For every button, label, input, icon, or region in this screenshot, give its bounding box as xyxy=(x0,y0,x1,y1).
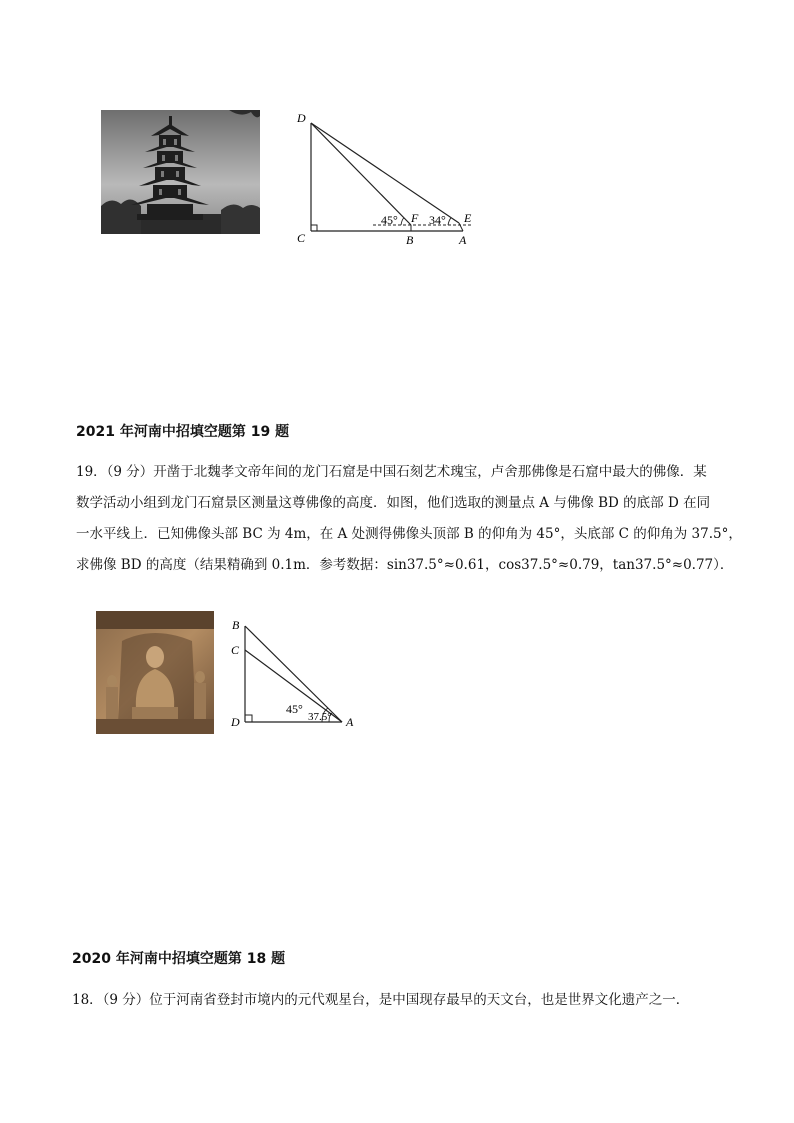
label-C: C xyxy=(297,231,306,245)
problem-19-line-1: 19．（9 分）开凿于北魏孝文帝年间的龙门石窟是中国石刻艺术瑰宝，卢舍那佛像是石窟中最大的佛像．某 xyxy=(76,464,707,480)
label-B: B xyxy=(232,618,240,632)
label-D: D xyxy=(231,715,240,729)
label-E: E xyxy=(464,211,472,225)
line-EA xyxy=(459,223,463,231)
angle-label-37-5: 37.5° xyxy=(308,711,332,723)
section-2021-heading: 2021 年河南中招填空题第 19 题 xyxy=(76,424,290,440)
right-angle-mark xyxy=(311,225,317,231)
label-A: A xyxy=(346,715,354,729)
label-F: F xyxy=(411,211,419,225)
label-B: B xyxy=(406,233,414,245)
angle-label-45: 45° xyxy=(286,702,303,716)
angle-arc-45 xyxy=(401,218,404,225)
problem-19-text xyxy=(76,457,756,581)
label-A: A xyxy=(459,233,467,245)
figure2-triangle xyxy=(226,612,366,732)
problem-19-line-3: 一水平线上．已知佛像头部 BC 为 4m，在 A 处测得佛像头顶部 B 的仰角为 45°，头底部 C 的仰角为 37.5°， xyxy=(76,526,742,542)
angle-label-34: 34° xyxy=(429,213,446,227)
problem-19-line-4: 求佛像 BD 的高度（结果精确到 0.1m．参考数据：sin37.5°≈0.61，cos37.5°≈0.79，tan37.5°≈0.77）． xyxy=(76,557,734,573)
line-DE xyxy=(311,123,459,223)
label-D: D xyxy=(297,111,306,125)
label-C: C xyxy=(231,643,240,657)
problem-18-line-1: 18．（9 分）位于河南省登封市境内的元代观星台，是中国现存最早的天文台，也是世界文化遗产之一． xyxy=(72,992,690,1008)
figure1-triangle xyxy=(285,105,485,245)
right-angle-mark xyxy=(245,715,252,722)
angle-arc-34 xyxy=(448,218,451,225)
problem-18-text xyxy=(72,985,752,1016)
pagoda-photo xyxy=(101,110,260,234)
angle-label-45: 45° xyxy=(381,213,398,227)
buddha-statue-photo xyxy=(96,611,214,734)
problem-19-line-2: 数学活动小组到龙门石窟景区测量这尊佛像的高度．如图，他们选取的测量点 A 与佛像 BD 的底部 D 在同 xyxy=(76,495,711,511)
section-2020-heading: 2020 年河南中招填空题第 18 题 xyxy=(72,951,286,967)
line-DF xyxy=(311,123,411,225)
